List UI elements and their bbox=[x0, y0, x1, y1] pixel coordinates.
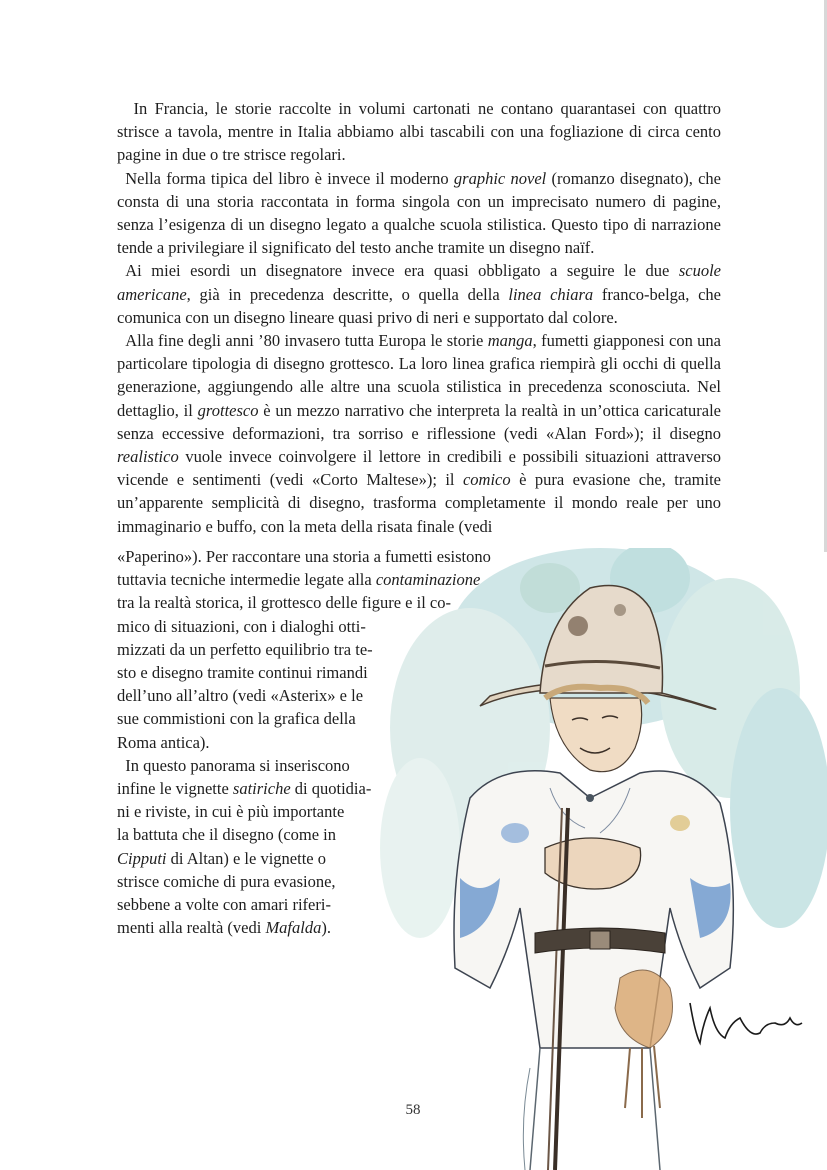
face bbox=[545, 687, 648, 772]
paragraph-1: In Francia, le storie raccolte in volumi cartonati ne contano quarantasei con quattro strisce a tavola, mentre in Italia abbiamo albi tascabili con una fogliazione di circa cento pagine in due o tre strisce regolari. bbox=[117, 99, 721, 165]
wrapped-line: «Paperino»). Per raccontare una storia a fumetti esistono bbox=[117, 547, 491, 566]
legs bbox=[523, 1048, 660, 1170]
wrapped-line: dell’uno all’altro (vedi «Asterix» e le bbox=[117, 686, 364, 706]
artist-signature bbox=[690, 1003, 802, 1043]
wrapped-line: la battuta che il disegno (come in bbox=[117, 825, 337, 845]
paragraph-3: Ai miei esordi un disegnatore invece era quasi obbligato a seguire le due scuole americane, già in precedenza descritte, o quella della linea chiara franco-belga, che comunica con un disegno lineare quasi privo di neri e supportato dal colore. bbox=[117, 261, 721, 327]
wrapped-line: mizzati da un perfetto equilibrio tra te- bbox=[117, 639, 373, 659]
wrapped-line: strisce comiche di pura evasione, bbox=[117, 871, 336, 891]
wrapped-line: sue commistioni con la grafica della bbox=[117, 709, 356, 729]
wrapped-line: menti alla realtà (vedi Mafalda). bbox=[117, 918, 331, 938]
page-number: 58 bbox=[405, 1102, 421, 1118]
wrapped-line: infine le vignette satiriche di quotidia- bbox=[117, 779, 372, 799]
wrapped-line: tuttavia tecniche intermedie legate alla contaminazione bbox=[117, 570, 481, 590]
wrapped-line: ni e riviste, in cui è più importante bbox=[117, 802, 345, 822]
paragraph-2: Nella forma tipica del libro è invece il moderno graphic novel (romanzo disegnato), che consta di una storia raccontata in forma singola con un imprecisato numero di pagine, senza l’esigenza di un disegno legato a qualche scuola stilistica. Questo tipo di narrazione tende a privilegiare il significato del testo anche tramite un disegno naïf. bbox=[117, 168, 721, 258]
cowboy-illustration bbox=[350, 548, 827, 1170]
body-text bbox=[117, 97, 721, 538]
wrapped-line: Roma antica). bbox=[117, 732, 210, 752]
wrapped-line: In questo panorama si inseriscono bbox=[125, 755, 350, 775]
wrapped-line: Cipputi di Altan) e le vignette o bbox=[117, 848, 326, 868]
wrapped-line: sebbene a volte con amari riferi- bbox=[117, 895, 331, 915]
wrapped-line: sto e disegno tramite continui rimandi bbox=[117, 663, 368, 683]
wrapped-line: tra la realtà storica, il grottesco delle figure e il co- bbox=[117, 593, 451, 613]
wrapped-line: mico di situazioni, con i dialoghi otti- bbox=[117, 616, 366, 636]
torso bbox=[454, 771, 733, 1048]
paragraph-4: Alla fine degli anni ’80 invasero tutta Europa le storie manga, fumetti giapponesi con una particolare tipologia di disegno grottesco. La loro linea grafica riempirà gli occhi di quella generazione, aggiungendo alle altre una scuola stilistica in precedenza sconosciuta. Nel dettaglio, il grottesco è un mezzo narrativo che interpreta la realtà in un’ottica caricaturale senza eccessive deformazioni, tra sorriso e riflessione (vedi «Alan Ford»); il disegno realistico vuole invece coinvolgere il lettore in credibili e possibili situazioni attraverso vicende e sentimenti (vedi «Corto Maltese»); il comico è pura evasione che, tramite un’apparente semplicità di disegno, trasforma completamente il mondo reale per uno immaginario e buffo, con la meta della risata finale (vedi bbox=[117, 331, 722, 536]
